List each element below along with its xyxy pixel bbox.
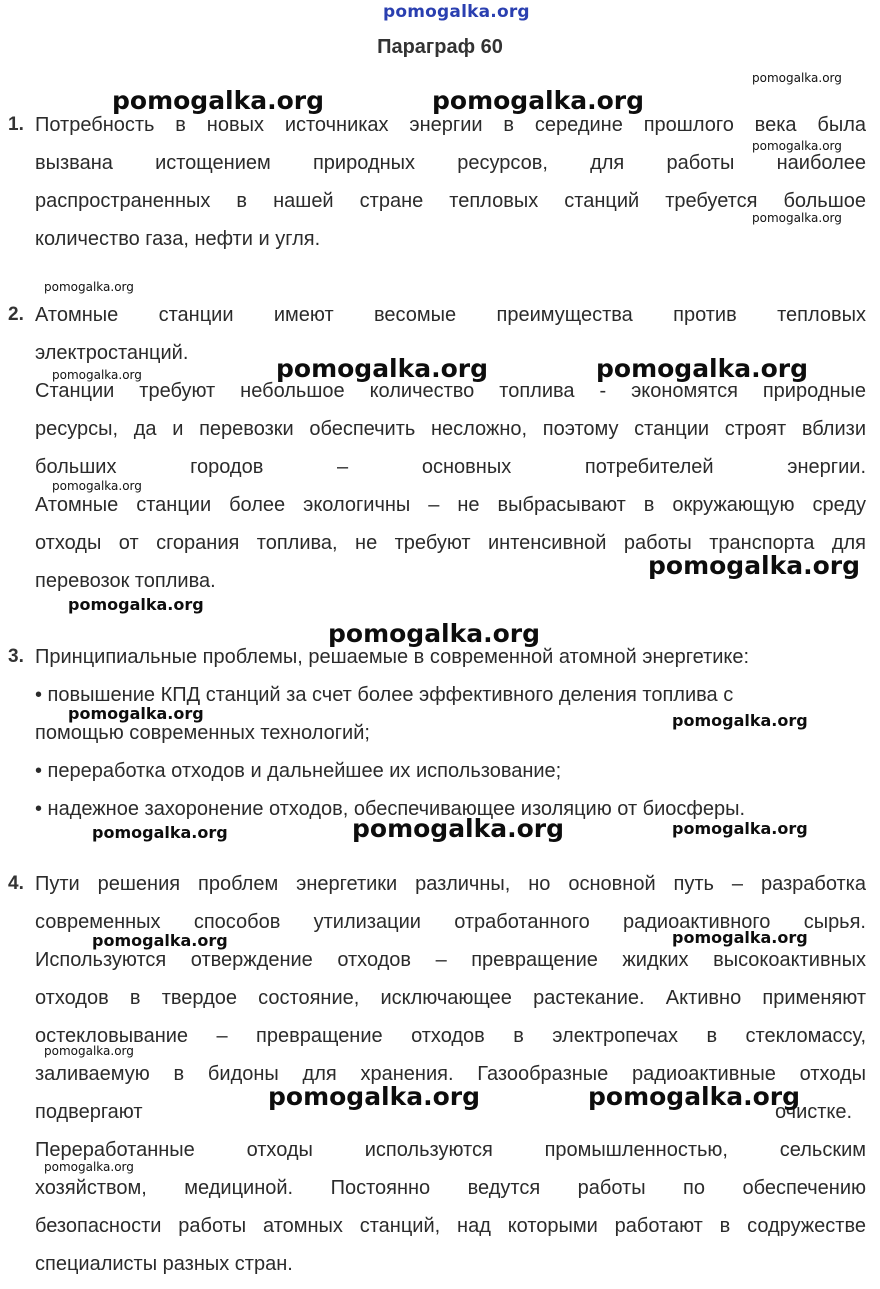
item-line: Пути решения проблем энергетики различны, но основной путь – разработка (35, 873, 866, 895)
watermark: pomogalka.org (268, 1082, 481, 1111)
item-line: электростанций. (35, 342, 189, 364)
bullet-line: • повышение КПД станций за счет более эффективного деления топлива с (35, 684, 734, 706)
watermark: pomogalka.org (68, 595, 204, 614)
watermark: pomogalka.org (68, 704, 204, 723)
item-line: Переработанные отходы используются промышленностью, сельским (35, 1139, 866, 1161)
item-line: современных способов утилизации отработанного радиоактивного сырья. (35, 911, 866, 933)
watermark: pomogalka.org (52, 479, 142, 493)
watermark: pomogalka.org (44, 280, 134, 294)
watermark: pomogalka.org (752, 71, 842, 85)
item-line: безопасности работы атомных станций, над которыми работают в содружестве (35, 1215, 866, 1237)
site-link[interactable]: pomogalka.org (383, 2, 530, 22)
item-number: 4. (8, 873, 24, 894)
bullet-line: помощью современных технологий; (35, 722, 370, 744)
item-line: распространенных в нашей стране тепловых станций требуется большое (35, 190, 866, 212)
watermark: pomogalka.org (752, 139, 842, 153)
page-title: Параграф 60 (377, 36, 503, 58)
item-line: ресурсы, да и перевозки обеспечить несложно, поэтому станции строят вблизи (35, 418, 866, 440)
item-line: очистке. (775, 1101, 853, 1123)
item-number: 2. (8, 304, 24, 325)
watermark: pomogalka.org (92, 823, 228, 842)
bullet-line: • переработка отходов и дальнейшее их использование; (35, 760, 562, 782)
watermark: pomogalka.org (588, 1082, 801, 1111)
item-line: Станции требуют небольшое количество топлива - экономятся природные (35, 380, 866, 402)
watermark: pomogalka.org (672, 928, 808, 947)
bullet-line: • надежное захоронение отходов, обеспечивающее изоляцию от биосферы. (35, 798, 746, 820)
item-line: подвергают (35, 1101, 143, 1123)
watermark: pomogalka.org (432, 86, 645, 115)
item-line: специалисты разных стран. (35, 1253, 293, 1275)
item-line: перевозок топлива. (35, 570, 216, 592)
watermark: pomogalka.org (44, 1160, 134, 1174)
watermark: pomogalka.org (648, 551, 861, 580)
watermark: pomogalka.org (92, 931, 228, 950)
item-line: Принципиальные проблемы, решаемые в современной атомной энергетике: (35, 646, 750, 668)
watermark: pomogalka.org (752, 211, 842, 225)
watermark: pomogalka.org (672, 819, 808, 838)
item-line: отходы от сгорания топлива, не требуют интенсивной работы транспорта для (35, 532, 866, 554)
item-line: Атомные станции имеют весомые преимущества против тепловых (35, 304, 866, 326)
watermark: pomogalka.org (44, 1044, 134, 1058)
item-line: остекловывание – превращение отходов в электропечах в стекломассу, (35, 1025, 866, 1047)
watermark: pomogalka.org (112, 86, 325, 115)
watermark: pomogalka.org (52, 368, 142, 382)
watermark: pomogalka.org (672, 711, 808, 730)
item-line: Атомные станции более экологичны – не выбрасывают в окружающую среду (35, 494, 866, 516)
watermark: pomogalka.org (276, 354, 489, 383)
item-line: отходов в твердое состояние, исключающее растекание. Активно применяют (35, 987, 866, 1009)
item-number: 3. (8, 646, 24, 667)
watermark: pomogalka.org (596, 354, 809, 383)
item-line: хозяйством, медициной. Постоянно ведутся работы по обеспечению (35, 1177, 866, 1199)
item-line: заливаемую в бидоны для хранения. Газообразные радиоактивные отходы (35, 1063, 866, 1085)
watermark: pomogalka.org (328, 619, 541, 648)
watermark: pomogalka.org (352, 814, 565, 843)
item-line: Потребность в новых источниках энергии в середине прошлого века была (35, 114, 866, 136)
item-number: 1. (8, 114, 24, 135)
item-line: Используются отверждение отходов – превращение жидких высокоактивных (35, 949, 866, 971)
item-line: больших городов – основных потребителей энергии. (35, 456, 866, 478)
item-line: вызвана истощением природных ресурсов, для работы наиболее (35, 152, 866, 174)
item-line: количество газа, нефти и угля. (35, 228, 321, 250)
